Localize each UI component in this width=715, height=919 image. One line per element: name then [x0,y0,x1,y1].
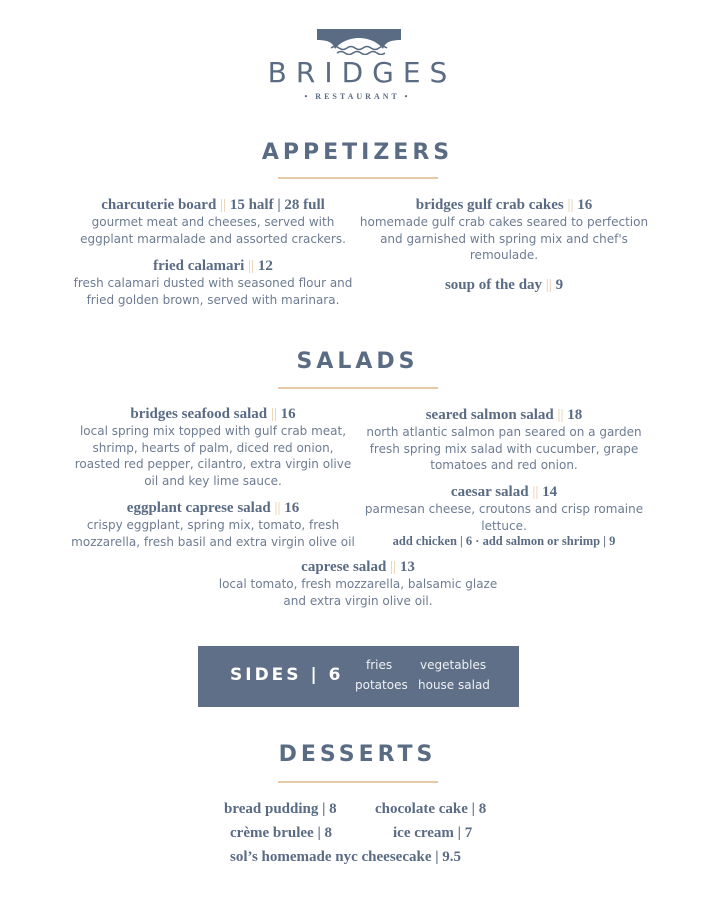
desserts-title: DESSERTS [278,742,437,767]
sides-panel [198,646,519,707]
dessert-item: chocolate cake | 8 [375,801,487,817]
item-description: parmesan cheese, croutons and crisp romaine lettuce. [364,502,644,533]
item-name: soup of the day [444,277,543,293]
item-name: eggplant caprese salad [126,500,271,516]
side-item: house salad [418,678,490,692]
sides-title: SIDES | 6 [230,665,344,685]
salad-addons: add chicken | 6 · add salmon or shrimp | 9 [392,534,616,548]
item-price: 9 [555,277,564,293]
item-name: caprese salad [301,559,387,575]
menu-item: charcuterie board || 15 half | 28 full gourmet meat and cheeses, served with eggplant marmalade and assorted crackers. [68,197,358,247]
item-price: 16 [280,406,296,422]
menu-item: caesar salad || 14 parmesan cheese, croutons and crisp romaine lettuce. [359,484,649,534]
item-description: local tomato, fresh mozzarella, balsamic glaze and extra virgin olive oil. [218,577,498,608]
side-item: potatoes [355,678,408,692]
appetizers-divider [278,177,438,179]
item-description: gourmet meat and cheeses, served with eggplant marmalade and assorted crackers. [80,215,346,246]
item-name: seared salmon salad [425,407,554,423]
item-price: 14 [542,484,558,500]
item-description: fresh calamari dusted with seasoned flour and fried golden brown, served with marinara. [73,276,353,307]
item-price: 18 [567,407,583,423]
dessert-item: bread pudding | 8 [224,801,337,817]
menu-item: soup of the day || 9 [444,277,564,293]
item-name: caesar salad [450,484,529,500]
menu-item: fried calamari || 12 fresh calamari dusted with seasoned flour and fried golden brown, served with marinara. [68,258,358,308]
salads-divider [278,387,438,389]
item-description: local spring mix topped with gulf crab meat, shrimp, hearts of palm, diced red onion, roasted red pepper, cilantro, extra virgin olive oil and key lime sauce. [74,424,352,488]
dessert-item: crème brulee | 8 [230,825,333,841]
item-price: 16 [577,197,593,213]
item-price: 16 [284,500,300,516]
item-name: bridges seafood salad [130,406,268,422]
menu-item: bridges gulf crab cakes || 16 homemade gulf crab cakes seared to perfection and garnished with spring mix and chef's remoulade. [359,197,649,262]
item-name: charcuterie board [101,197,217,213]
desserts-divider [278,781,438,783]
item-price: 13 [399,559,415,575]
menu-item: seared salmon salad || 18 north atlantic salmon pan seared on a garden fresh spring mix salad with cucumber, grape tomatoes and red onion. [359,407,649,474]
menu-item: eggplant caprese salad || 16 crispy eggplant, spring mix, tomato, fresh mozzarella, fresh basil and extra virgin olive oil [68,500,358,550]
brand-subtitle: • RESTAURANT • [304,92,411,101]
appetizers-title: APPETIZERS [261,140,454,165]
item-description: homemade gulf crab cakes seared to perfection and garnished with spring mix and chef's remoulade. [359,215,649,262]
side-item: fries [366,658,393,672]
salads-title: SALADS [296,349,419,374]
item-description: north atlantic salmon pan seared on a garden fresh spring mix salad with cucumber, grape tomatoes and red onion. [366,425,642,472]
item-description: crispy eggplant, spring mix, tomato, fresh mozzarella, fresh basil and extra virgin olive oil [71,518,355,549]
menu-item: caprese salad || 13 local tomato, fresh mozzarella, balsamic glaze and extra virgin olive oil. [208,559,508,609]
item-price: 15 half | 28 full [229,197,325,213]
menu-item: bridges seafood salad || 16 local spring mix topped with gulf crab meat, shrimp, hearts of palm, diced red onion, roasted red pepper, cilantro, extra virgin olive oil and key lime sauce. [68,406,358,489]
side-item: vegetables [420,658,487,672]
item-name: bridges gulf crab cakes [415,197,564,213]
dessert-item: sol’s homemade nyc cheesecake | 9.5 [230,849,462,865]
bridge-logo-icon [317,29,401,55]
item-price: 12 [257,258,273,274]
brand-name: BRIDGES [267,56,457,89]
dessert-item: ice cream | 7 [393,825,473,841]
item-name: fried calamari [153,258,245,274]
